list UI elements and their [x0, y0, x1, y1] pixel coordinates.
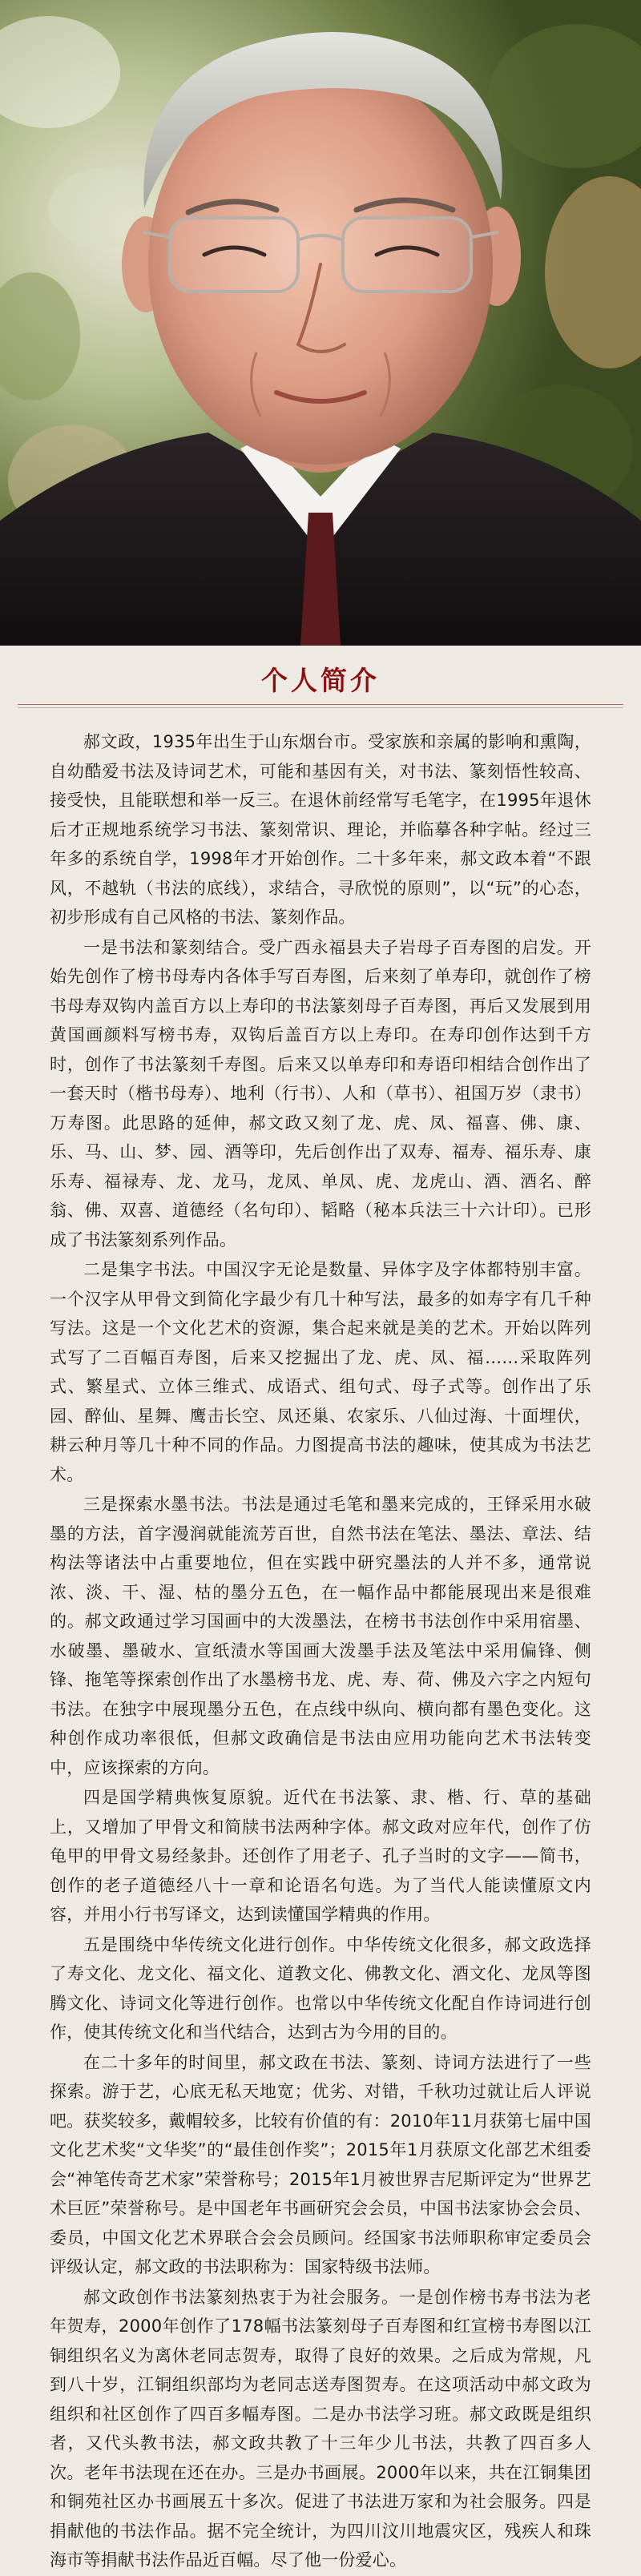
paragraph-awards: 在二十多年的时间里，郝文政在书法、篆刻、诗词方法进行了一些探索。游于艺，心底无私天地宽；优劣、对错，千秋功过就让后人评说吧。获奖较多，戴帽较多，比较有价值的有：2010年11月获第七届中国文化艺术奖“文华奖”的“最佳创作奖”；2015年1月获原文化部艺术组委会“神笔传奇艺术家”荣誉称号；2015年1月被世界吉尼斯评定为“世界艺术巨匠”荣誉称号。是中国老年书画研究会会员，中国书法家协会会员、委员，中国文化艺术界联合会会员顾问。经国家书法师职称审定委员会评级认定，郝文政的书法职称为：国家特级书法师。 — [50, 2052, 591, 2276]
portrait-illustration — [0, 0, 641, 646]
paragraph-social-service: 郝文政创作书法篆刻热衷于为社会服务。一是创作榜书寿书法为老年贺寿，2000年创作了178幅书法篆刻母子百寿图和红宣榜书寿图以江铜组织名义为离休老同志贺寿，取得了良好的效果。之后成为常规，凡到八十岁，江铜组织部均为老同志送寿图贺寿。在这项活动中郝文政为组织和社区创作了四百多幅寿图。二是办书法学习班。郝文政既是组织者，又代头教书法，郝文政共教了十三年少儿书法，共教了四百多人次。老年书法现在还在办。三是办书画展。2000年以来，共在江铜集团和铜苑社区办书画展五十多次。促进了书法进万家和为社会服务。四是捐献他的书法作品。据不完全统计，为四川汶川地震灾区，残疾人和珠海市等捐献书法作品近百幅。尽了他一份爱心。 — [50, 2287, 591, 2570]
paragraph-classics: 四是国学精典恢复原貌。近代在书法篆、隶、楷、行、草的基础上，又增加了甲骨文和简牍书法两种字体。郝文政对应年代，创作了仿龟甲的甲骨文易经彖卦。还创作了用老子、孔子当时的文字——简书，创作的老子道德经八十一章和论语名句选。为了当代人能读懂原文内容，并用小行书写译文，达到读懂国学精典的作用。 — [50, 1788, 591, 1924]
portrait-photo — [0, 0, 641, 646]
biography-text — [50, 727, 591, 2576]
paragraph-ink-wash: 三是探索水墨书法。书法是通过毛笔和墨来完成的，王铎采用水破墨的方法，首字漫润就能流芳百世，自然书法在笔法、墨法、章法、结构法等诸法中占重要地位，但在实践中研究墨法的人并不多，通常说浓、淡、干、湿、枯的墨分五色，在一幅作品中都能展现出来是很难的。郝文政通过学习国画中的大泼墨法，在榜书书法创作中采用宿墨、水破墨、墨破水、宣纸渍水等国画大泼墨手法及笔法中采用偏锋、侧锋、拖笔等探索创作出了水墨榜书龙、虎、寿、荷、佛及六字之内短句书法。在独字中展现墨分五色，在点线中纵向、横向都有墨色变化。这种创作成功率很低，但郝文政确信是书法由应用功能向艺术书法转变中，应该探索的方向。 — [50, 1495, 591, 1777]
paragraph-traditional-culture: 五是围绕中华传统文化进行创作。中华传统文化很多，郝文政选择了寿文化、龙文化、福文化、道教文化、佛教文化、酒文化、龙凤等图腾文化、诗词文化等进行创作。也常以中华传统文化配自作诗词进行创作，使其传统文化和当代结合，达到古为今用的目的。 — [50, 1934, 591, 2042]
paragraph-collected-characters: 二是集字书法。中国汉字无论是数量、异体字及字体都特别丰富。一个汉字从甲骨文到简化字最少有几十种写法，最多的如寿字有几千种写法。这是一个文化艺术的资源，集合起来就是美的艺术。开始以阵列式写了二百幅百寿图，后来又挖掘出了龙、虎、凤、福……采取阵列式、繁星式、立体三维式、成语式、组句式、母子式等。创作出了乐园、醉仙、星舞、鹰击长空、凤还巢、农家乐、八仙过海、十面埋伏，耕云种月等几十种不同的作品。力图提高书法的趣味，使其成为书法艺术。 — [50, 1260, 591, 1484]
section-title: 个人简介 — [261, 665, 380, 696]
paragraph-intro: 郝文政，1935年出生于山东烟台市。受家族和亲属的影响和熏陶，自幼酷爱书法及诗词艺术，可能和基因有关，对书法、篆刻悟性较高、接受快，且能联想和举一反三。在退休前经常写毛笔字，在1995年退休后才正规地系统学习书法、篆刻常识、理论，并临摹各种字帖。经过三年多的系统自学，1998年才开始创作。二十多年来，郝文政本着“不跟风，不越轨（书法的底线），求结合，寻欣悦的原则”，以“玩”的心态，初步形成有自己风格的书法、篆刻作品。 — [50, 732, 591, 927]
title-divider — [18, 704, 623, 705]
paragraph-seal-calligraphy: 一是书法和篆刻结合。受广西永福县夫子岩母子百寿图的启发。开始先创作了榜书母寿内各体手写百寿图，后来刻了单寿印，就创作了榜书母寿双钩内盖百方以上寿印的书法篆刻母子百寿图，再后又发展到用黄国画颜料写榜书寿，双钩后盖百方以上寿印。在寿印创作达到千方时，创作了书法篆刻千寿图。后来又以单寿印和寿语印相结合创作出了一套天时（楷书母寿）、地利（行书）、人和（草书）、祖国万岁（隶书）万寿图。此思路的延伸，郝文政又刻了龙、虎、凤、福喜、佛、康、乐、马、山、梦、园、酒等印，先后创作出了双寿、福寿、福乐寿、康乐寿、福禄寿、龙、龙马，龙凤、单凤、虎、龙虎山、酒、酒名、醉翁、佛、双喜、道德经（名句印）、韬略（秘本兵法三十六计印）。已形成了书法篆刻系列作品。 — [50, 937, 591, 1250]
biography-section — [0, 646, 641, 2570]
